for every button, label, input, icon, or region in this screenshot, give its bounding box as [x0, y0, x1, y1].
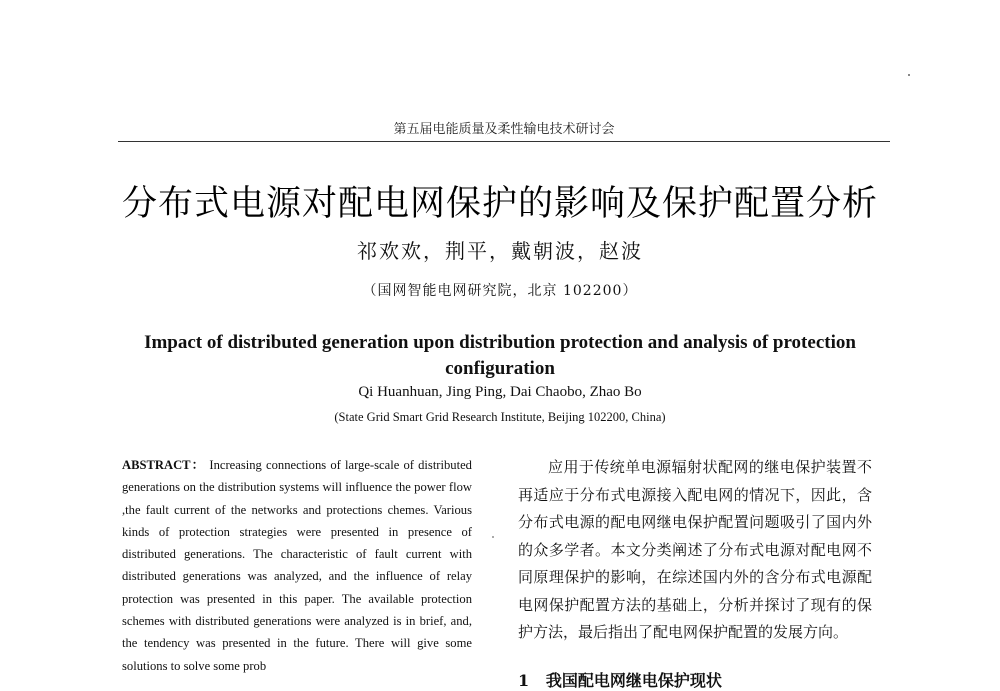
section-heading [518, 668, 722, 691]
abstract [122, 454, 472, 677]
author-list: 祁欢欢，荆平，戴朝波，赵波 [357, 239, 643, 263]
section-number: 1 [518, 671, 530, 690]
english-title: Impact of distributed generation upon distribution protection and analysis of protection configuration [144, 332, 856, 379]
english-authors: Qi Huanhuan, Jing Ping, Dai Chaobo, Zhao Bo [358, 384, 642, 400]
header-rule [118, 141, 890, 142]
running-header: 第五届电能质量及柔性输电技术研讨会 [393, 122, 615, 137]
paper-title: 分布式电源对配电网保护的影响及保护配置分析 [121, 184, 878, 224]
scan-speck [492, 536, 494, 538]
abstract-text: Increasing connections of large-scale of distributed generations on the distribution systems will influence the power flow ,the fault current of the networks and protections chemes. Various kinds of protection strategies were presented in presence of distributed generations. The characteristic of fault current with distributed generations was analyzed, and the influence of relay protection was presented in this paper. The available protection schemes with distributed generations were analyzed is in brief, and, the tendency was presented in the future. There will give some solutions to solve some prob [122, 458, 472, 673]
body-column [518, 454, 872, 647]
body-paragraph: 应用于传统单电源辐射状配网的继电保护装置不再适应于分布式电源接入配电网的情况下，因此，含分布式电源的配电网继电保护配置问题吸引了国内外的众多学者。本文分类阐述了分布式电源对配电网不同原理保护的影响，在综述国内外的含分布式电源配电网保护配置方法的基础上，分析并探讨了现有的保护方法，最后指出了配电网保护配置的发展方向。 [518, 458, 872, 641]
english-affiliation: (State Grid Smart Grid Research Institute, Beijing 102200, China) [334, 410, 666, 424]
abstract-label: ABSTRACT： [122, 458, 206, 472]
affiliation: （国网智能电网研究院，北京 102200） [362, 283, 638, 299]
scan-speck [908, 74, 910, 76]
section-title: 我国配电网继电保护现状 [545, 671, 722, 690]
